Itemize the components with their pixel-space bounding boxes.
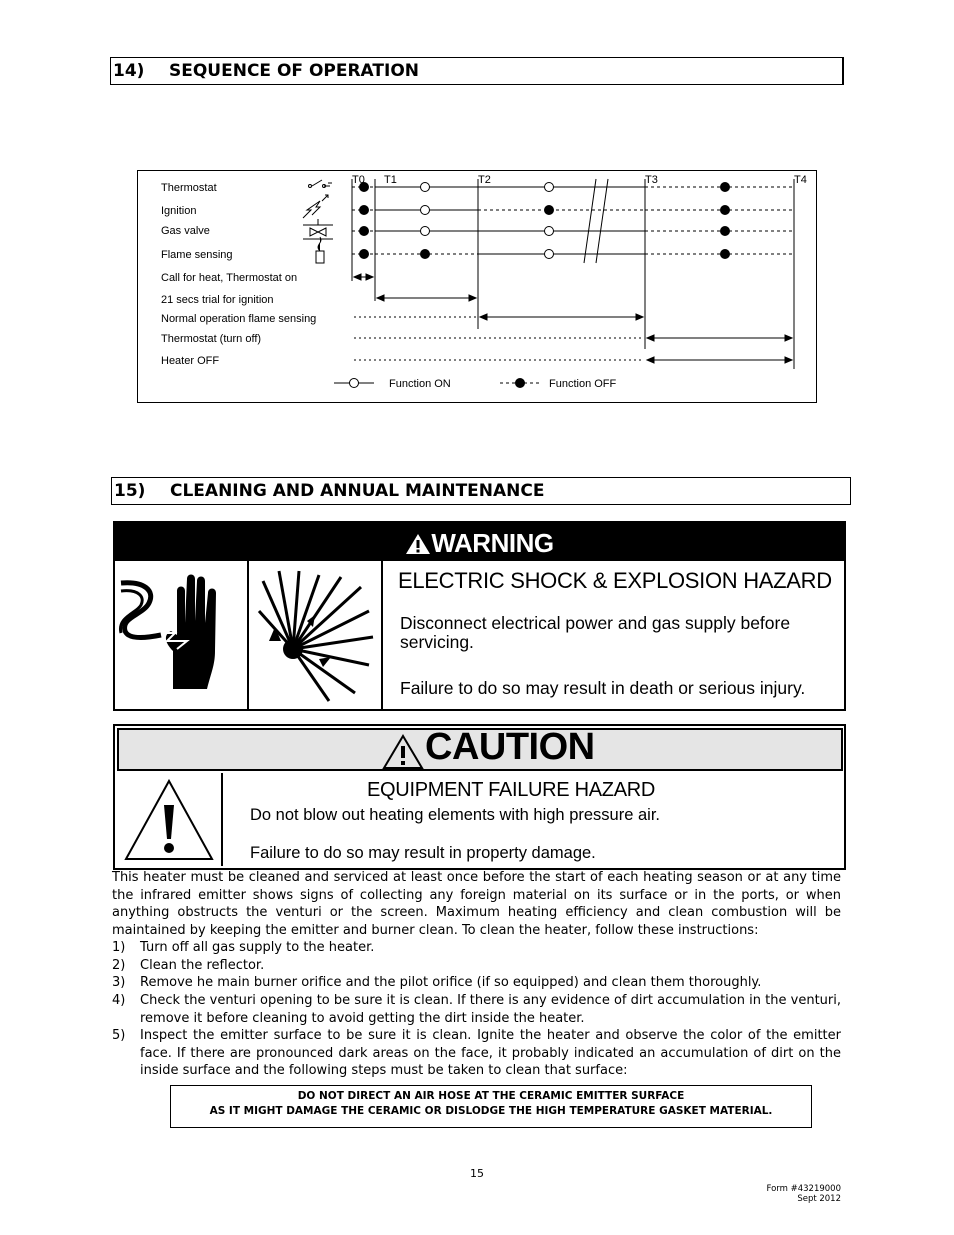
- state-off-marker: [360, 227, 369, 236]
- arrow-call-for-heat-head-right: [366, 274, 373, 280]
- warning-hazard: ELECTRIC SHOCK & EXPLOSION HAZARD: [398, 568, 832, 593]
- explosion-icon: [249, 561, 383, 709]
- warning-box: [113, 521, 846, 711]
- state-on-marker: [545, 183, 554, 192]
- state-on-marker: [421, 183, 430, 192]
- form-info: [767, 1184, 842, 1204]
- sequence-of-operation-diagram: [137, 170, 817, 403]
- arrow-normal-operation-head-right: [636, 314, 643, 320]
- timing-label-trial-ignition: 21 secs trial for ignition: [161, 294, 274, 306]
- warning-triangle-icon: [405, 533, 431, 555]
- section-title: SEQUENCE OF OPERATION: [169, 61, 419, 81]
- caution-box: [113, 724, 846, 870]
- warning-instruction: Disconnect electrical power and gas supply before servicing.: [400, 613, 791, 652]
- row-label-ignition: Ignition: [161, 205, 197, 217]
- timing-label-heater-off: Heater OFF: [161, 355, 220, 367]
- state-off-marker: [421, 250, 430, 259]
- caution-triangle-icon: [382, 734, 424, 770]
- warning-header: [115, 523, 844, 561]
- air-hose-note: [170, 1085, 812, 1128]
- form-date: Sept 2012: [797, 1194, 841, 1204]
- state-off-marker: [721, 206, 730, 215]
- page-number: 15: [470, 1167, 484, 1180]
- electric-shock-hand-icon: [115, 561, 249, 709]
- section-number: 14): [113, 61, 145, 81]
- caution-heading: CAUTION: [425, 726, 595, 768]
- state-on-marker: [421, 227, 430, 236]
- thermostat-switch-icon: [309, 180, 333, 188]
- timing-label-normal-operation: Normal operation flame sensing: [161, 313, 317, 325]
- timing-label-call-for-heat: Call for heat, Thermostat on: [161, 272, 298, 284]
- arrow-call-for-heat-head-left: [354, 274, 361, 280]
- arrow-thermostat-off-head-left: [647, 335, 654, 341]
- legend-on-symbol: [334, 379, 374, 388]
- legend-on-label: Function ON: [389, 378, 451, 390]
- state-off-marker: [545, 206, 554, 215]
- state-on-marker: [545, 227, 554, 236]
- state-off-marker: [721, 227, 730, 236]
- break-mark: [596, 179, 608, 263]
- state-off-marker: [721, 183, 730, 192]
- state-off-marker: [721, 250, 730, 259]
- caution-instruction: Do not blow out heating elements with high pressure air.: [250, 806, 660, 824]
- step-number: 1): [112, 940, 126, 955]
- state-on-marker: [421, 206, 430, 215]
- time-mark-t1: T1: [384, 174, 397, 186]
- step-text: Turn off all gas supply to the heater.: [140, 940, 375, 955]
- timing-label-thermostat-off: Thermostat (turn off): [161, 333, 262, 345]
- warning-heading: WARNING: [431, 528, 554, 558]
- note-line-2: AS IT MIGHT DAMAGE THE CERAMIC OR DISLODGE THE HIGH TEMPERATURE GASKET MATERIAL.: [209, 1105, 773, 1117]
- caution-consequence: Failure to do so may result in property damage.: [250, 844, 596, 862]
- form-number: Form #43219000: [766, 1184, 841, 1194]
- timing-lines: [352, 179, 794, 369]
- legend-off-symbol: [500, 379, 540, 388]
- arrow-trial-ignition-head-right: [469, 295, 476, 301]
- state-off-marker: [360, 250, 369, 259]
- legend-off-label: Function OFF: [549, 378, 617, 390]
- step-number: 5): [112, 1028, 126, 1043]
- row-label-flame-sensing: Flame sensing: [161, 249, 233, 261]
- caution-header: [117, 728, 843, 771]
- row-label-gas-valve: Gas valve: [161, 225, 210, 237]
- flame-sensor-icon: [316, 237, 324, 263]
- section-title: CLEANING AND ANNUAL MAINTENANCE: [170, 481, 545, 501]
- step-number: 2): [112, 958, 126, 973]
- step-number: 3): [112, 975, 126, 990]
- time-mark-t3: T3: [645, 174, 658, 186]
- step-text: Remove he main burner orifice and the pilot orifice (if so equipped) and clean them thoroughly.: [140, 975, 762, 990]
- section-15-header: [111, 477, 851, 505]
- gas-valve-icon: [303, 219, 333, 239]
- warning-consequence: Failure to do so may result in death or serious injury.: [400, 678, 806, 698]
- exclamation-triangle-icon: [117, 773, 223, 866]
- arrow-heater-off-head-left: [647, 357, 654, 363]
- section-14-header: [110, 57, 844, 85]
- arrow-trial-ignition-head-left: [377, 295, 384, 301]
- note-line-1: DO NOT DIRECT AN AIR HOSE AT THE CERAMIC EMITTER SURFACE: [297, 1090, 685, 1102]
- arrow-normal-operation-head-left: [480, 314, 487, 320]
- state-off-marker: [360, 206, 369, 215]
- intro-paragraph: This heater must be cleaned and serviced at least once before the start of each heating season or at any time the infrared emitter shows signs of collecting any foreign material on its surface or in the ports, or when anything obstructs the venturi or the screen. Maximum heating efficiency and clean combustion will be maintained by keeping the emitter and burner clean. To clean the heater, follow these instructions:: [112, 870, 841, 938]
- time-mark-t2: T2: [478, 174, 491, 186]
- step-number: 4): [112, 993, 126, 1008]
- step-text: Inspect the emitter surface to be sure it is clean. Ignite the heater and observe the color of the emitter face. If there are pronounced dark areas on the face, it probably indicated an accumulation of dirt on the inside surface and the following steps must be taken to clean that surface:: [140, 1028, 841, 1079]
- step-text: Check the venturi opening to be sure it is clean. If there is any evidence of dirt accumulation in the venturi, remove it before cleaning to avoid getting the dirt inside the heater.: [140, 993, 841, 1026]
- time-mark-t0: T0: [352, 174, 365, 186]
- arrow-heater-off-head-right: [785, 357, 792, 363]
- row-label-thermostat: Thermostat: [161, 182, 217, 194]
- break-mark: [584, 179, 596, 263]
- caution-hazard: EQUIPMENT FAILURE HAZARD: [367, 779, 656, 801]
- time-mark-t4: T4: [794, 174, 807, 186]
- state-on-marker: [545, 250, 554, 259]
- step-text: Clean the reflector.: [140, 958, 265, 973]
- arrow-thermostat-off-head-right: [785, 335, 792, 341]
- section-number: 15): [114, 481, 146, 501]
- ignition-spark-icon: [303, 195, 328, 218]
